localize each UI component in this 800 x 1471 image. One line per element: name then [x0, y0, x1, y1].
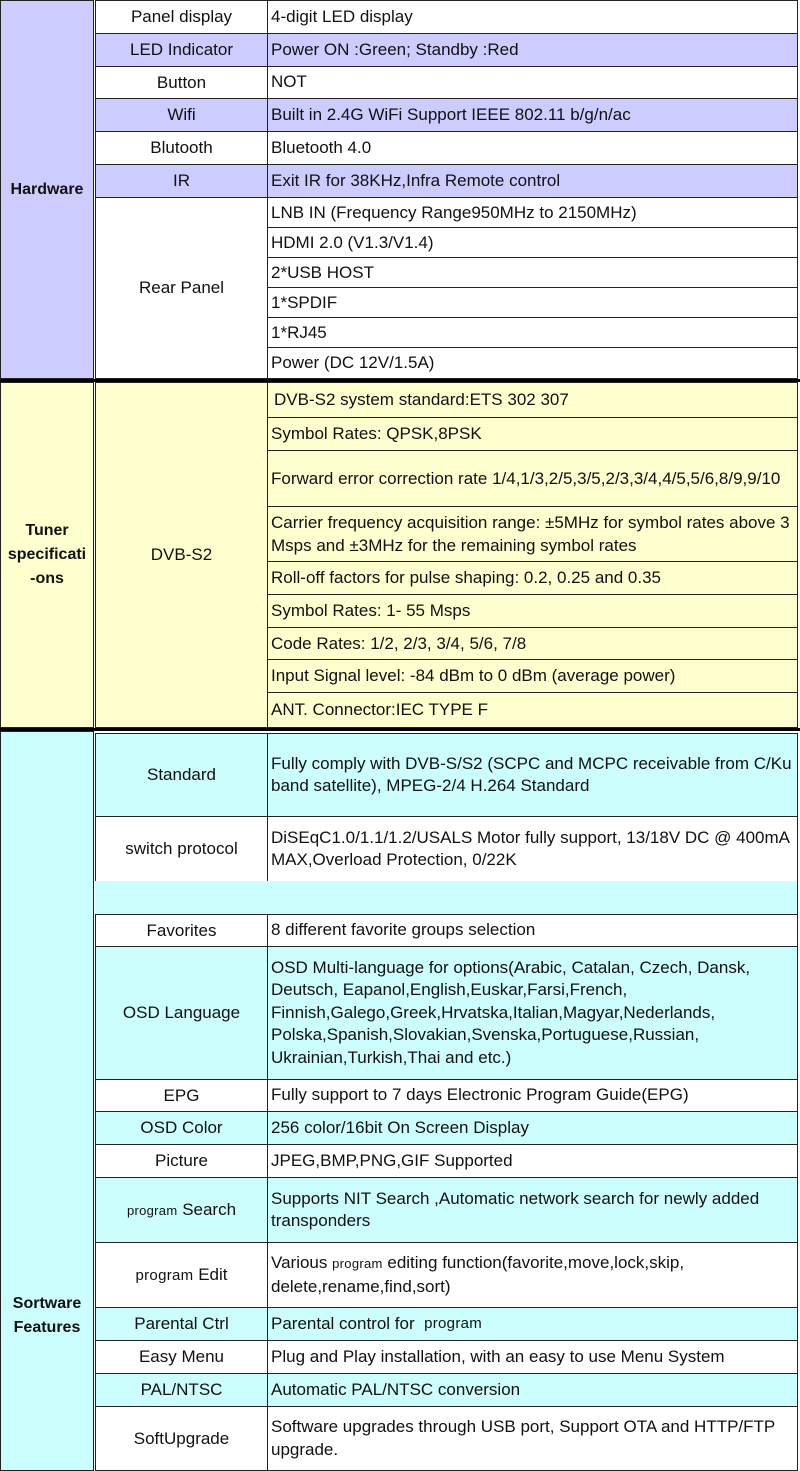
spec-value: Fully support to 7 days Electronic Program Guide(EPG): [271, 1085, 689, 1105]
rear-panel-item: 2*USB HOST: [268, 257, 797, 288]
spec-row-pal-ntsc: [95, 1373, 798, 1407]
value-post: editing function(favorite,move,lock,skip, delete,rename,find,sort): [271, 1253, 685, 1296]
spec-label: Rear Panel: [96, 198, 268, 378]
software-category: [0, 731, 94, 1471]
spec-row-easy-menu: [95, 1340, 798, 1374]
spec-row-standard: [95, 733, 798, 817]
value-program-word: program: [332, 1256, 383, 1271]
tuner-title: Tuner specificati -ons: [7, 522, 87, 587]
spec-row-button: [95, 66, 798, 99]
tuner-item: Forward error correction rate 1/4,1/3,2/5,3/5,2/3,3/4,4/5,5/6,8/9,9/10: [268, 450, 797, 507]
tuner-item: Carrier frequency acquisition range: ±5MHz for symbol rates above 3 Msps and ±3MHz for the remaining symbol rates: [268, 506, 797, 562]
software-section: [0, 731, 800, 1471]
spec-label: LED Indicator: [96, 34, 268, 66]
spec-label: IR: [96, 165, 268, 197]
spec-row-dvb-s2: [95, 382, 798, 728]
software-title: Sortware Features: [12, 1295, 82, 1336]
spec-row-favorites: [95, 914, 798, 947]
spec-row-parental-ctrl: [95, 1307, 798, 1341]
spec-row-led-indicator: [95, 33, 798, 67]
spec-row-osd-color: [95, 1111, 798, 1145]
spec-row-osd-language: [95, 946, 798, 1080]
spec-label: Picture: [96, 1145, 268, 1177]
spec-value: [271, 1243, 793, 1307]
spec-label: Standard: [96, 734, 268, 816]
spec-value: Fully comply with DVB-S/S2 (SCPC and MCPC receivable from C/Ku band satellite), MPEG-2/4 H.264 Standard: [271, 753, 792, 795]
spec-label: [96, 1243, 268, 1307]
spec-value: 8 different favorite groups selection: [271, 920, 536, 940]
spec-row-wifi: [95, 98, 798, 132]
tuner-item: ANT. Connector:IEC TYPE F: [268, 692, 797, 727]
spec-label: Parental Ctrl: [96, 1308, 268, 1340]
value-program-word: program: [424, 1314, 483, 1332]
spec-row-switch-protocol: [95, 816, 798, 882]
spec-label: Blutooth: [96, 132, 268, 164]
spec-row-ir: [95, 164, 798, 198]
spec-label: SoftUpgrade: [96, 1407, 268, 1470]
tuner-item: Roll-off factors for pulse shaping: 0.2, 0.25 and 0.35: [268, 561, 797, 595]
spec-row-epg: [95, 1079, 798, 1112]
spec-row-program-edit: [95, 1242, 798, 1308]
label-program-word: program: [126, 1202, 178, 1218]
hardware-section: [0, 0, 800, 379]
spec-value: [271, 1308, 793, 1340]
rear-panel-item: 1*SPDIF: [268, 287, 797, 318]
spec-label: DVB-S2: [96, 383, 268, 727]
value-pre: Various: [271, 1253, 328, 1272]
tuner-category: [0, 382, 94, 728]
spec-row-program-search: [95, 1177, 798, 1243]
hardware-title: Hardware: [10, 180, 84, 198]
spec-value: Built in 2.4G WiFi Support IEEE 802.11 b/g/n/ac: [271, 104, 631, 124]
spec-label: EPG: [96, 1080, 268, 1111]
rear-panel-item: 1*RJ45: [268, 317, 797, 348]
label-rest: Edit: [198, 1265, 228, 1284]
spec-value: DiSEqC1.0/1.1/1.2/USALS Motor fully support, 13/18V DC @ 400mA MAX,Overload Protection, 0/22K: [271, 827, 790, 869]
spec-value: Plug and Play installation, with an easy to use Menu System: [271, 1346, 725, 1366]
label-program-word: program: [135, 1266, 194, 1284]
spec-label: switch protocol: [96, 817, 268, 881]
rear-panel-item: HDMI 2.0 (V1.3/V1.4): [268, 227, 797, 258]
spec-row-rear-panel: [95, 197, 798, 379]
value-pre: Parental control for: [271, 1313, 415, 1333]
spec-value: Power ON :Green; Standby :Red: [271, 39, 519, 59]
spec-value: Supports NIT Search ,Automatic network search for newly added transponders: [271, 1188, 760, 1230]
spec-row-picture: [95, 1144, 798, 1178]
spec-label: Easy Menu: [96, 1341, 268, 1373]
spec-value: Exit IR for 38KHz,Infra Remote control: [271, 170, 561, 190]
spec-label: Panel display: [96, 1, 268, 33]
spec-label: PAL/NTSC: [96, 1374, 268, 1406]
spec-value: NOT: [271, 72, 307, 92]
tuner-item: Code Rates: 1/2, 2/3, 3/4, 5/6, 7/8: [268, 627, 797, 660]
spec-label: Favorites: [96, 915, 268, 946]
spec-label: [96, 1178, 268, 1242]
tuner-item: Symbol Rates: QPSK,8PSK: [268, 417, 797, 451]
spec-value: Software upgrades through USB port, Support OTA and HTTP/FTP upgrade.: [271, 1417, 775, 1459]
rear-panel-item: LNB IN (Frequency Range950MHz to 2150MHz): [271, 202, 637, 222]
spec-label: OSD Color: [96, 1112, 268, 1144]
spec-row-bluetooth: [95, 131, 798, 165]
spec-value: 4-digit LED display: [271, 6, 413, 26]
tuner-item: Symbol Rates: 1- 55 Msps: [268, 594, 797, 628]
tuner-section: [0, 382, 800, 728]
spec-value: Bluetooth 4.0: [271, 137, 372, 157]
spec-value: 256 color/16bit On Screen Display: [271, 1117, 529, 1137]
spec-label: OSD Language: [96, 947, 268, 1079]
spec-row-softupgrade: [95, 1406, 798, 1471]
tuner-item: DVB-S2 system standard:ETS 302 307: [274, 390, 569, 410]
tuner-item: Input Signal level: -84 dBm to 0 dBm (average power): [268, 659, 797, 693]
spec-value: OSD Multi-language for options(Arabic, Catalan, Czech, Dansk, Deutsch, Eapanol,English,Euskar,Farsi,French, Finnish,Galego,Greek,Hrvatska,Italian,Magyar,Nederlands, Polska,Spanish,Slovakian,Svenska,Portuguese,Russian, Ukrainian,Turkish,Thai and etc.): [271, 957, 751, 1067]
spec-label: Button: [96, 67, 268, 98]
spec-value: JPEG,BMP,PNG,GIF Supported: [271, 1150, 513, 1170]
spec-value: Automatic PAL/NTSC conversion: [271, 1379, 521, 1399]
value-text-mixed: [271, 1252, 793, 1298]
spec-row-panel-display: [95, 0, 798, 34]
label-rest: Search: [182, 1200, 237, 1219]
rear-panel-item: Power (DC 12V/1.5A): [268, 347, 797, 378]
empty-spacer-row: [95, 881, 798, 915]
spec-label: Wifi: [96, 99, 268, 131]
hardware-category: [0, 0, 94, 379]
